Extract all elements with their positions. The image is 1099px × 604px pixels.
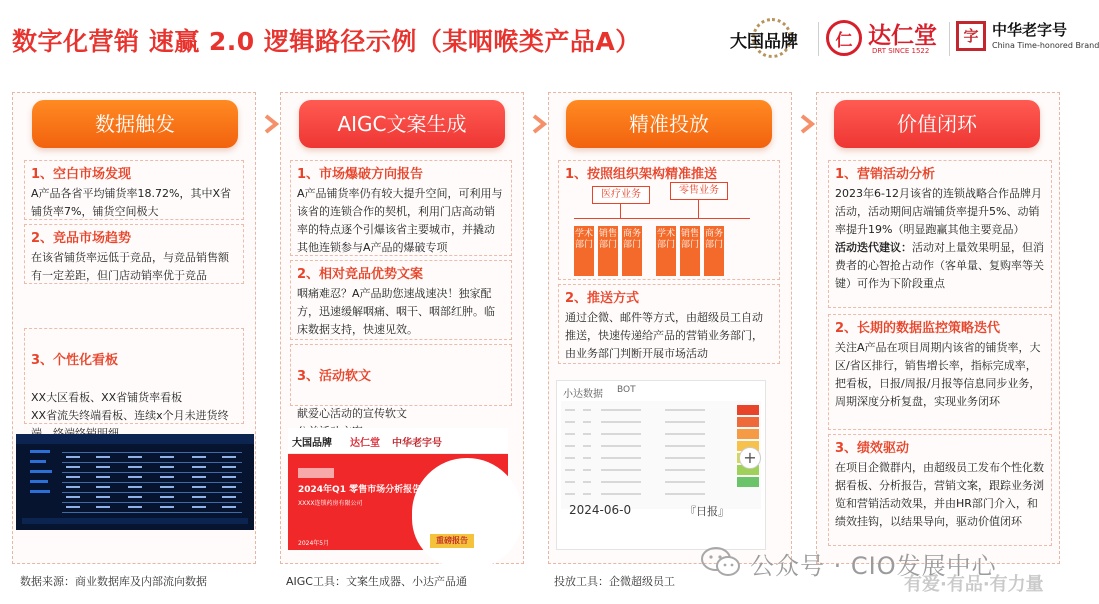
section-text: A产品各省平均铺货率18.72%，其中X省铺货率7%，铺货空间极大 — [31, 187, 232, 218]
drt-emblem-icon: 仁 — [826, 20, 862, 56]
bot-name: 小达数据 — [563, 389, 603, 400]
dashboard-thumbnail — [16, 434, 254, 530]
section-text: 咽痛难忍？A产品助您速战速决！独家配方，迅速缓解咽痛、咽干、咽部红肿。临床数据支持，快速见效。 — [297, 287, 495, 336]
zhlzh-logo-en: China Time-honored Brand — [992, 41, 1099, 50]
drt-logo — [826, 17, 944, 61]
section-long-term-monitoring — [828, 314, 1052, 430]
watermark-slogan: 有爱·有品·有力量 — [904, 574, 1044, 595]
section-text: 通过企微、邮件等方式，由超级员工自动推送，快速传递给产品的营销业务部门，由业务部门判断开展市场活动 — [565, 311, 763, 360]
poster-blur-block — [298, 468, 334, 478]
chevron-right-icon — [262, 112, 284, 136]
org-leaf: 销售部门 — [680, 226, 700, 276]
section-title: 3、绩效驱动 — [835, 441, 910, 456]
section-title: 3、活动软文 — [297, 369, 372, 384]
section-text: 关注A产品在项目周期内该省的铺货率，大区/省区排行，销售增长率，指标完成率，把看板，日报/周报/月报等信息同步业务，周期深度分析复盘，实现业务闭环 — [835, 341, 1041, 408]
poster-report-title: 2024年Q1 零售市场分析报告 — [298, 485, 422, 495]
section-soft-article — [290, 344, 512, 420]
org-connector — [620, 204, 621, 218]
org-branch-retail: 零售业务 — [670, 182, 728, 200]
section-dashboards — [24, 328, 244, 424]
section-market-report — [290, 160, 512, 256]
section-bold-label: 活动迭代建议： — [835, 241, 912, 254]
section-title: 2、竞品市场趋势 — [31, 231, 132, 246]
drt-logo-since: DRT SINCE 1522 — [872, 47, 930, 55]
plus-icon: + — [739, 447, 761, 469]
chevron-right-icon — [798, 112, 820, 136]
page-title: 数字化营销 速赢 2.0 逻辑路径示例（某咽喉类产品A） — [12, 27, 641, 56]
org-leaf: 学术部门 — [656, 226, 676, 276]
section-performance-drive — [828, 434, 1052, 546]
org-leaf: 学术部门 — [574, 226, 594, 276]
section-text-2: 活动对上量效果明显，但消费者的心智抢占动作（客单量、复购率等关键）可作为下阶段重点 — [835, 241, 1044, 290]
section-title: 1、营销活动分析 — [835, 167, 936, 182]
bot-report-tag: 『日报』 — [685, 505, 729, 518]
section-title: 2、推送方式 — [565, 291, 640, 306]
brand-logos — [730, 14, 1099, 64]
zhlzh-logo — [956, 19, 1099, 59]
poster-brand-3: 中华老字号 — [392, 438, 442, 449]
footer-data-source: 数据来源：商业数据库及内部流向数据 — [20, 575, 207, 588]
poster-brand-1: 大国品牌 — [292, 438, 332, 449]
wechat-icon — [700, 545, 744, 579]
section-title: 2、长期的数据监控策略迭代 — [835, 321, 1001, 336]
section-title: 3、个性化看板 — [31, 353, 119, 368]
section-text: 在项目企微群内，由超级员工发布个性化数据看板、分析报告，营销文案，跟踪业务浏览和营销活动效果，并由HR部门介入，和绩效挂钩，以结果导向，驱动价值闭环 — [835, 461, 1044, 528]
section-title: 1、空白市场发现 — [31, 167, 132, 182]
section-campaign-analysis — [828, 160, 1052, 308]
poster-drop-shape — [412, 458, 522, 568]
org-branch-medical: 医疗业务 — [592, 186, 650, 204]
poster-stamp: 重磅报告 — [430, 534, 474, 548]
report-poster — [288, 428, 508, 550]
zhlzh-logo-name: 中华老字号 — [992, 21, 1068, 39]
section-title: 1、按照组织架构精准推送 — [565, 167, 718, 182]
org-leaf: 商务部门 — [704, 226, 724, 276]
poster-brand-bar — [288, 428, 508, 454]
bot-date: 2024-06-0 — [569, 503, 632, 517]
bot-table-thumbnail — [561, 401, 761, 509]
section-competitor-trend — [24, 224, 244, 284]
org-connector — [698, 200, 699, 218]
dagp-logo — [730, 18, 812, 60]
org-leaf: 商务部门 — [622, 226, 642, 276]
header-precision-delivery: 精准投放 — [566, 100, 772, 148]
logo-divider — [949, 22, 950, 56]
chevron-right-icon — [530, 112, 552, 136]
section-text: 献爱心活动的宣传软文 — [297, 407, 407, 420]
bot-message-screenshot — [556, 380, 766, 550]
watermark-account: 公众号 · CIO发展中心 — [750, 552, 997, 580]
org-leaf: 销售部门 — [598, 226, 618, 276]
logo-divider — [818, 22, 819, 56]
poster-brand-2: 达仁堂 — [350, 438, 380, 449]
poster-body — [288, 454, 508, 550]
dashboard-screenshot — [16, 434, 254, 530]
section-text: 在该省铺货率远低于竞品，与竞品销售额有一定差距，但门店动销率优于竞品 — [31, 251, 229, 282]
section-competitive-copy — [290, 260, 512, 340]
poster-report-date: 2024年5月 — [298, 540, 330, 547]
section-push-method — [558, 284, 780, 364]
drt-logo-name: 达仁堂 — [868, 23, 937, 49]
dagp-logo-text: 大国品牌 — [730, 32, 798, 52]
bot-tag: BOT — [617, 385, 636, 395]
section-blank-market — [24, 160, 244, 220]
header-data-trigger: 数据触发 — [32, 100, 238, 148]
header-aigc: AIGC文案生成 — [299, 100, 505, 148]
org-chart — [560, 178, 782, 278]
section-text: A产品铺货率仍有较大提升空间，可利用与该省的连锁合作的契机，利用门店高动销率的特点逐个引爆该省主要城市，并撬动其他连锁参与A产品的爆破专项 — [297, 187, 503, 254]
header-value-loop: 价值闭环 — [834, 100, 1040, 148]
org-connector — [574, 218, 750, 219]
footer-delivery-tools: 投放工具：企微超级员工 — [554, 575, 675, 588]
zhlzh-emblem-icon: 字 — [956, 21, 986, 51]
section-title: 1、市场爆破方向报告 — [297, 167, 424, 182]
section-title: 2、相对竞品优势文案 — [297, 267, 424, 282]
poster-report-company: XXXX连锁药房有限公司 — [298, 500, 363, 507]
section-text: XX大区看板、XX省铺货率看板 XX省流失终端看板、连续x个月未进货终 — [31, 391, 229, 422]
footer-aigc-tools: AIGC工具：文案生成器、小达产品通 — [286, 575, 467, 588]
section-text: 2023年6-12月该省的连锁战略合作品牌月活动，活动期间店端铺货率提升5%、动销率提升19%（明显跑赢其他主要竞品） — [835, 187, 1042, 236]
